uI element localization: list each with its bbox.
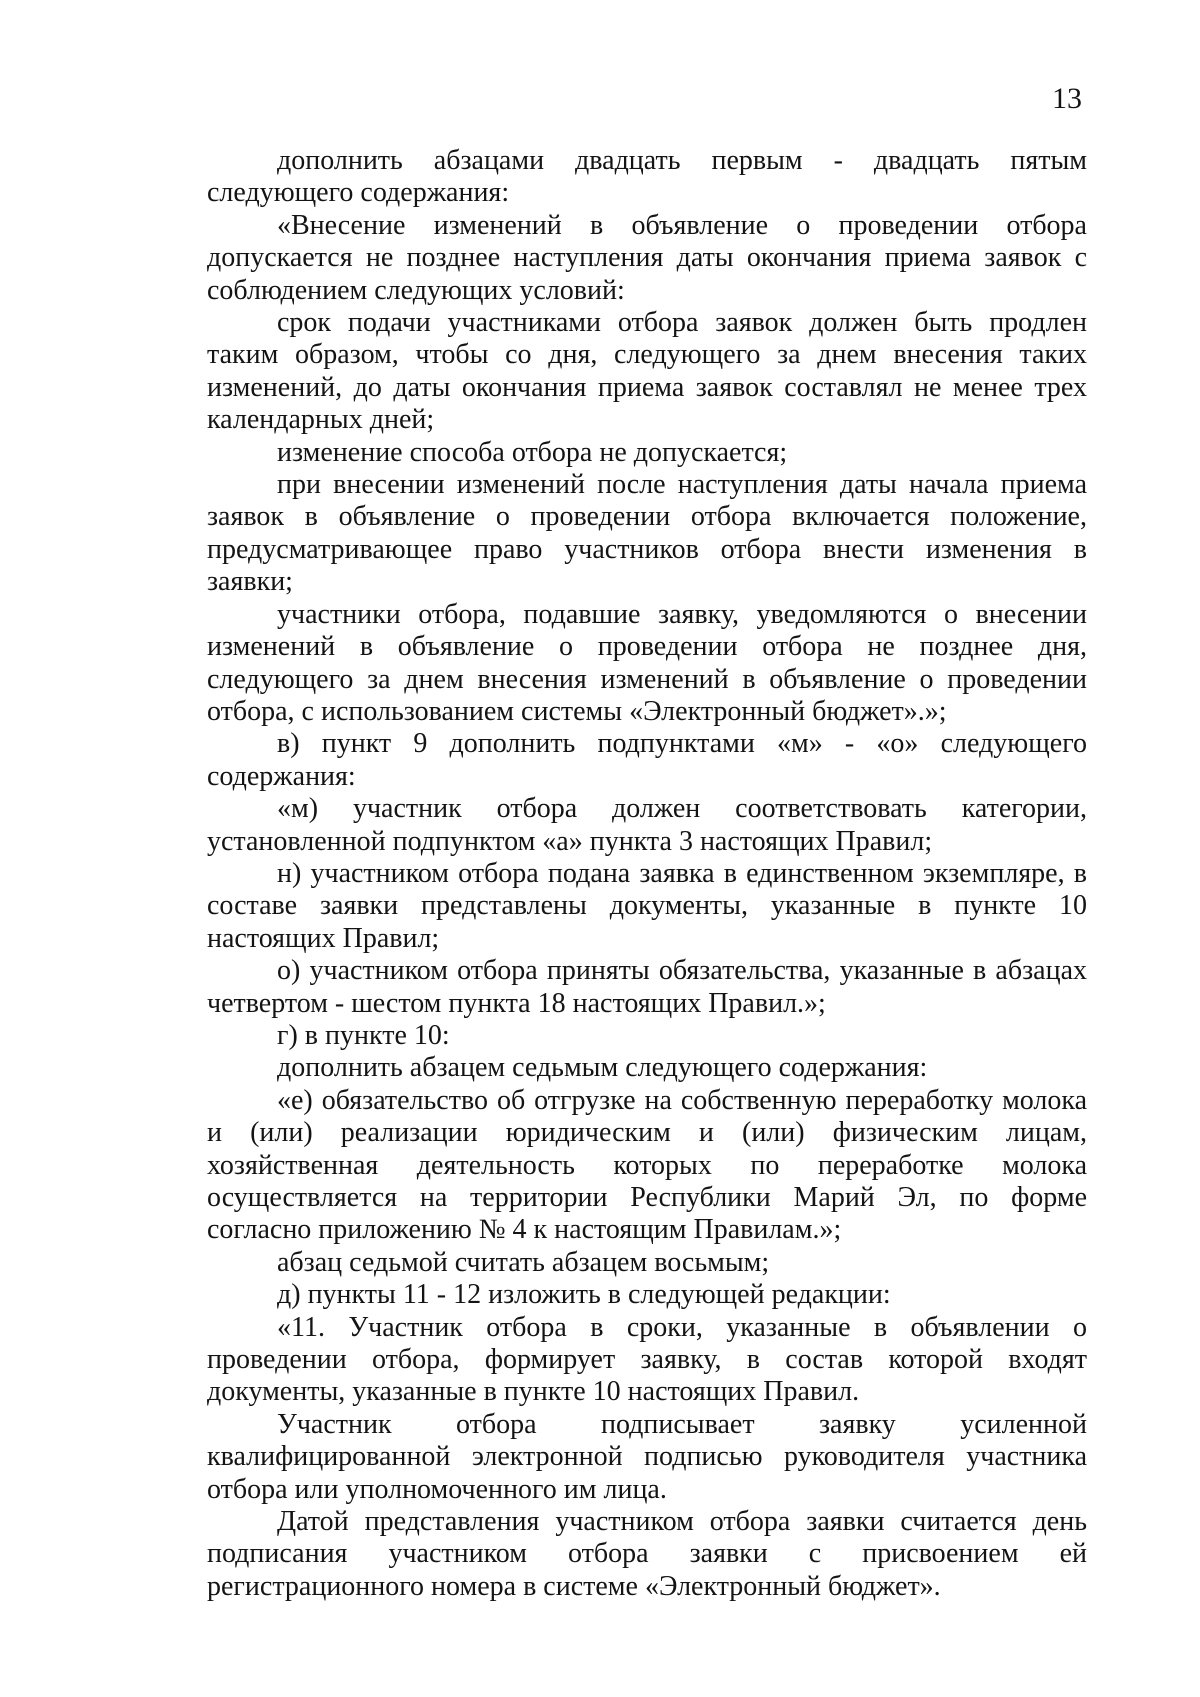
paragraph: «м) участник отбора должен соответствовать категории, установленной подпунктом «а» пункта 3 настоящих Правил; bbox=[207, 793, 1087, 857]
paragraph: д) пункты 11 - 12 изложить в следующей редакции: bbox=[277, 1279, 891, 1311]
paragraph: абзац седьмой считать абзацем восьмым; bbox=[277, 1246, 770, 1278]
paragraph: «е) обязательство об отгрузке на собственную переработку молока и (или) реализации юридическим и (или) физическим лицам, хозяйственная деятельность которых по переработке молока осуществляется на территории Республики Марий Эл, по форме согласно приложению № 4 к настоящим Правилам.»; bbox=[207, 1084, 1087, 1246]
paragraph: «11. Участник отбора в сроки, указанные в объявлении о проведении отбора, формирует заявку, в состав которой входят документы, указанные в пункте 10 настоящих Правил. bbox=[207, 1311, 1087, 1408]
paragraph: Датой представления участником отбора заявки считается день подписания участником отбора заявки с присвоением ей регистрационного номера в системе «Электронный бюджет». bbox=[207, 1506, 1087, 1602]
paragraph: участники отбора, подавшие заявку, уведомляются о внесении изменений в объявление о проведении отбора не позднее дня, следующего за днем внесения изменений в объявление о проведении отбора, с использованием системы «Электронный бюджет».»; bbox=[207, 598, 1087, 727]
paragraph: н) участником отбора подана заявка в единственном экземпляре, в составе заявки представлены документы, указанные в пункте 10 настоящих Правил; bbox=[207, 857, 1087, 954]
paragraph: дополнить абзацем седьмым следующего содержания: bbox=[277, 1052, 928, 1084]
paragraph: срок подачи участниками отбора заявок должен быть продлен таким образом, чтобы со дня, следующего за днем внесения таких изменений, до даты окончания приема заявок составлял не менее трех календарных дней; bbox=[207, 307, 1087, 436]
paragraph: изменение способа отбора не допускается; bbox=[277, 436, 788, 468]
paragraph: г) в пункте 10: bbox=[277, 1019, 450, 1051]
document-body bbox=[207, 145, 1087, 1603]
paragraph: «Внесение изменений в объявление о проведении отбора допускается не позднее наступления даты окончания приема заявок с соблюдением следующих условий: bbox=[207, 209, 1087, 306]
paragraph: дополнить абзацами двадцать первым - двадцать пятым следующего содержания: bbox=[207, 145, 1087, 209]
page-number: 13 bbox=[1052, 82, 1082, 115]
paragraph: при внесении изменений после наступления даты начала приема заявок в объявление о проведении отбора включается положение, предусматривающее право участников отбора внести изменения в заявки; bbox=[207, 469, 1087, 598]
paragraph: о) участником отбора приняты обязательства, указанные в абзацах четвертом - шестом пункта 18 настоящих Правил.»; bbox=[207, 955, 1087, 1019]
paragraph: в) пункт 9 дополнить подпунктами «м» - «о» следующего содержания: bbox=[207, 728, 1087, 792]
paragraph: Участник отбора подписывает заявку усиленной квалифицированной электронной подписью руководителя участника отбора или уполномоченного им лица. bbox=[207, 1408, 1087, 1505]
